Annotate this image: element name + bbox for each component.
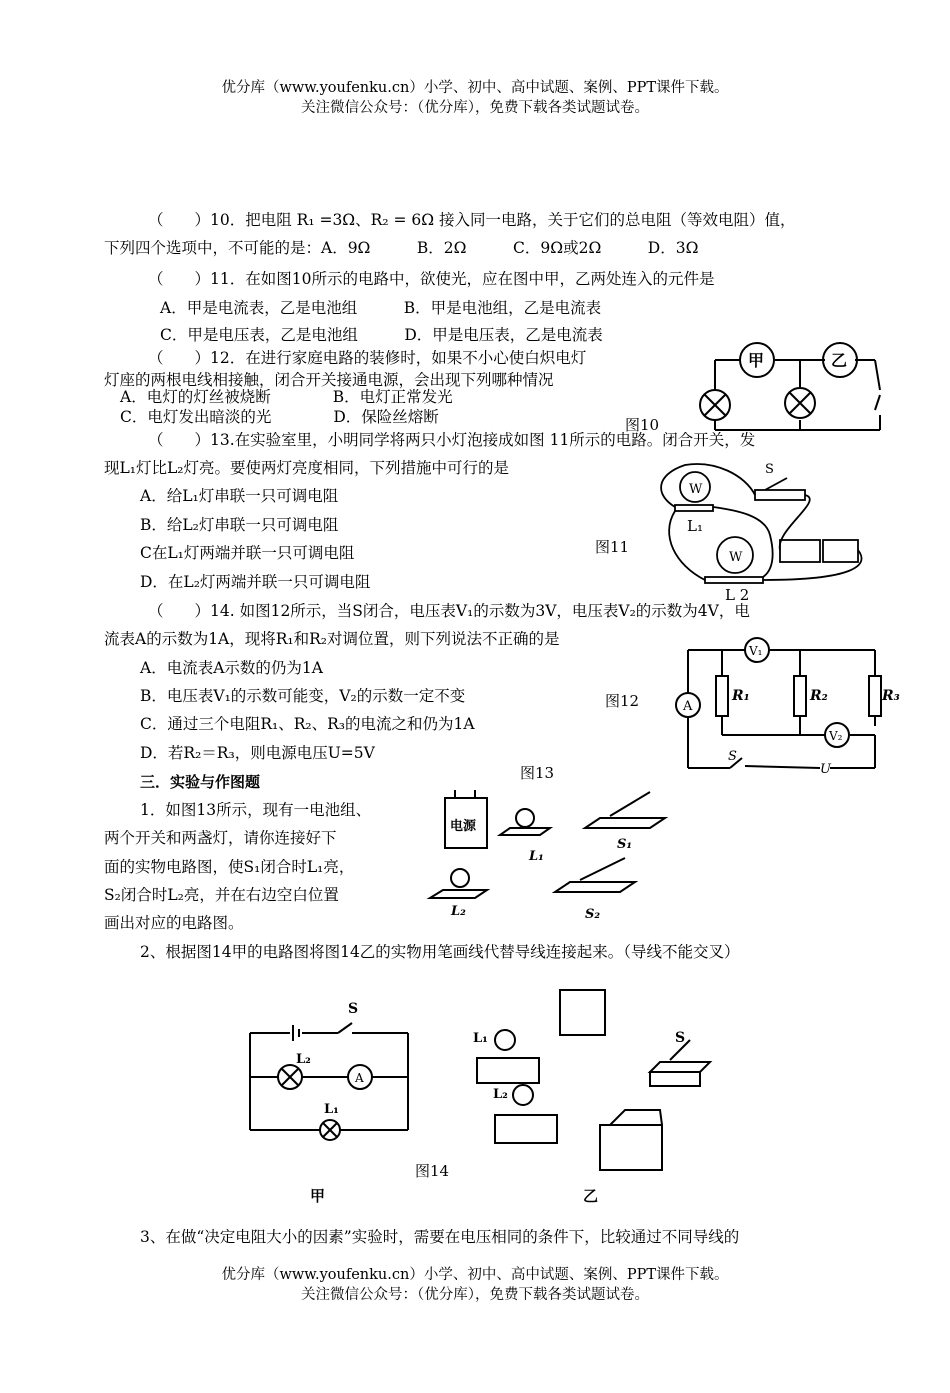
exp3-text: 3、在做“决定电阻大小的因素”实验时，需要在电压相同的条件下，比较通过不同导线的 bbox=[140, 1228, 740, 1246]
q12-stem-1: （ ）12．在进行家庭电路的装修时，如果不小心使白炽电灯 bbox=[148, 349, 587, 367]
fig14-a-label: A bbox=[355, 1071, 364, 1085]
fig12-v2-label: V₂ bbox=[829, 729, 843, 743]
q13-stem-2: 现L₁灯比L₂灯亮。要使两灯亮度相同，下列措施中可行的是 bbox=[104, 459, 510, 477]
fig13-l2-label: L₂ bbox=[451, 904, 466, 919]
figure-10-caption: 图10 bbox=[625, 416, 660, 434]
q12-option-ab: A．电灯的灯丝被烧断 B．电灯正常发光 bbox=[120, 388, 453, 406]
figure-14-jia-label: 甲 bbox=[310, 1187, 326, 1205]
header-line-1: 优分库（www.youfenku.cn）小学、初中、高中试题、案例、PPT课件下载。 bbox=[221, 80, 729, 96]
fig10-jia-label: 甲 bbox=[748, 351, 765, 370]
q14-option-d: D．若R₂＝R₃，则电源电压U=5V bbox=[140, 744, 375, 762]
q13-option-d: D．在L₂灯两端并联一只可调电阻 bbox=[140, 573, 371, 591]
fig11-l1-label: L₁ bbox=[687, 517, 703, 535]
footer-line-2: 关注微信公众号：（优分库），免费下载各类试题试卷。 bbox=[301, 1287, 649, 1303]
figure-11-caption: 图11 bbox=[595, 538, 630, 556]
fig12-v1-label: V₁ bbox=[749, 644, 763, 658]
q10-line-1: （ ）10．把电阻 R₁ =3Ω、R₂ = 6Ω 接入同一电路，关于它们的总电阻（等效电阻）值， bbox=[148, 211, 796, 229]
fig13-s1-label: S₁ bbox=[617, 837, 633, 852]
fig11-bulb1-w: W bbox=[689, 482, 703, 497]
fig12-r1-label: R₁ bbox=[732, 688, 750, 704]
exp1-line-4: S₂闭合时L₂亮，并在右边空白位置 bbox=[104, 886, 339, 904]
fig12-s-label: S bbox=[728, 749, 737, 764]
figure-12-circuit bbox=[670, 638, 910, 778]
figure-14-yi-label: 乙 bbox=[583, 1187, 599, 1205]
fig11-s-label: S bbox=[765, 462, 774, 477]
figure-14-caption: 图14 bbox=[415, 1162, 450, 1180]
fig14-yi-l2-label: L₂ bbox=[493, 1087, 508, 1102]
exp2-text: 2、根据图14甲的电路图将图14乙的实物用笔画线代替导线连接起来。（导线不能交叉） bbox=[140, 943, 740, 961]
fig11-bulb2-w: W bbox=[729, 550, 743, 565]
q14-stem-1: （ ）14. 如图12所示，当S闭合，电压表V₁的示数为3V，电压表V₂的示数为4V，电 bbox=[148, 602, 750, 620]
exp1-line-2: 两个开关和两盏灯，请你连接好下 bbox=[104, 829, 337, 847]
fig14-l1-label: L₁ bbox=[324, 1102, 339, 1117]
figure-12-caption: 图12 bbox=[605, 692, 640, 710]
footer-line-1: 优分库（www.youfenku.cn）小学、初中、高中试题、案例、PPT课件下载。 bbox=[221, 1267, 729, 1283]
q13-option-b: B．给L₂灯串联一只可调电阻 bbox=[140, 516, 339, 534]
q13-option-a: A．给L₁灯串联一只可调电阻 bbox=[140, 487, 339, 505]
fig12-r2-label: R₂ bbox=[810, 688, 828, 704]
fig11-l2-label: L 2 bbox=[725, 586, 750, 604]
figure-14-yi-components bbox=[465, 980, 725, 1180]
q14-option-c: C．通过三个电阻R₁、R₂、R₃的电流之和仍为1A bbox=[140, 715, 475, 733]
figure-10-circuit bbox=[695, 335, 910, 445]
fig13-battery-label: 电源 bbox=[450, 819, 477, 834]
exp1-line-3: 面的实物电路图，使S₁闭合时L₁亮， bbox=[104, 858, 355, 876]
q11-option-ab: A．甲是电流表，乙是电池组 B．甲是电池组，乙是电流表 bbox=[160, 299, 602, 317]
fig14-yi-s-label: S bbox=[675, 1030, 686, 1046]
q13-stem-1: （ ）13.在实验室里，小明同学将两只小灯泡接成如图 11所示的电路。闭合开关，发 bbox=[148, 431, 756, 449]
q13-option-c: C在L₁灯两端并联一只可调电阻 bbox=[140, 544, 355, 562]
section-3-title: 三．实验与作图题 bbox=[140, 773, 261, 791]
fig12-r3-label: R₃ bbox=[882, 688, 900, 704]
fig12-a-label: A bbox=[683, 699, 693, 714]
fig13-l1-label: L₁ bbox=[529, 849, 544, 864]
fig14-s-label: S bbox=[348, 1001, 359, 1017]
fig12-u-label: U bbox=[820, 762, 831, 777]
fig14-l2-label: L₂ bbox=[296, 1052, 311, 1067]
q14-option-a: A．电流表A示数的仍为1A bbox=[140, 659, 323, 677]
exp1-line-5: 画出对应的电路图。 bbox=[104, 914, 244, 932]
q14-stem-2: 流表A的示数为1A，现将R₁和R₂对调位置，则下列说法不正确的是 bbox=[104, 630, 560, 648]
fig13-s2-label: S₂ bbox=[585, 907, 601, 922]
q12-stem-2: 灯座的两根电线相接触，闭合开关接通电源，会出现下列哪种情况 bbox=[104, 371, 554, 389]
fig10-yi-label: 乙 bbox=[831, 351, 848, 370]
fig14-yi-l1-label: L₁ bbox=[473, 1031, 488, 1046]
q10-line-2: 下列四个选项中，不可能的是：A．9Ω B．2Ω C．9Ω或2Ω D．3Ω bbox=[104, 239, 699, 257]
q11-stem: （ ）11．在如图10所示的电路中，欲使光，应在图中甲，乙两处连入的元件是 bbox=[148, 270, 715, 288]
figure-13-components bbox=[425, 780, 680, 930]
figure-13-caption: 图13 bbox=[520, 764, 555, 782]
exp1-line-1: 1．如图13所示，现有一电池组、 bbox=[140, 801, 372, 819]
header-line-2: 关注微信公众号：（优分库），免费下载各类试题试卷。 bbox=[301, 100, 649, 116]
q11-option-cd: C．甲是电压表，乙是电池组 D．甲是电压表，乙是电流表 bbox=[160, 326, 603, 344]
q12-option-cd: C．电灯发出暗淡的光 D．保险丝熔断 bbox=[120, 408, 439, 426]
q14-option-b: B．电压表V₁的示数可能变，V₂的示数一定不变 bbox=[140, 687, 466, 705]
figure-14-jia-circuit bbox=[240, 995, 420, 1140]
figure-11-circuit bbox=[655, 455, 870, 604]
